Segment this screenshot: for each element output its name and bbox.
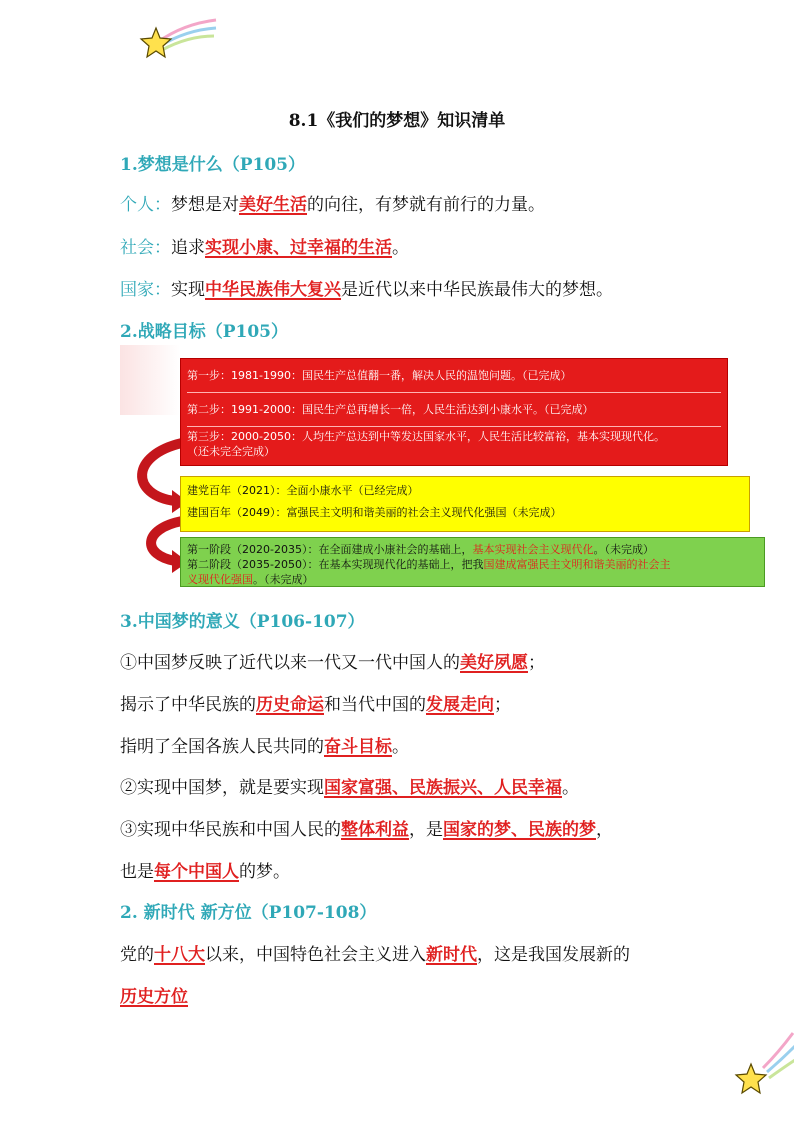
text-fragment: 和当代中国的	[324, 695, 426, 715]
red-box-three-steps	[180, 358, 728, 466]
text-fragment: 是近代以来中华民族最伟大的梦想。	[341, 280, 613, 300]
text-fragment: ，这是我国发展新的	[477, 945, 630, 965]
text-fragment: ，	[596, 820, 613, 840]
text-fragment: 党的	[120, 945, 154, 965]
page-title: 8.1《我们的梦想》知识清单	[288, 111, 506, 131]
key-term: 历史方位	[120, 987, 188, 1007]
text-fragment: ，是	[409, 820, 443, 840]
shooting-star-icon	[138, 14, 218, 59]
text-fragment: 。	[392, 238, 409, 258]
text-line	[120, 648, 545, 673]
key-term: 历史命运	[256, 695, 324, 715]
key-term: 美好夙愿	[460, 653, 528, 673]
label-nation: 国家：	[120, 280, 171, 300]
stage-row	[187, 572, 758, 587]
key-term: 每个中国人	[154, 862, 239, 882]
text-fragment: 。（未完成）	[593, 543, 654, 556]
text-fragment: 揭示了中华民族的	[120, 695, 256, 715]
key-term: 奋斗目标	[324, 737, 392, 757]
key-term: 国家富强、民族振兴、人民幸福	[324, 778, 562, 798]
stage-row	[187, 557, 758, 572]
key-term: 中华民族伟大复兴	[205, 280, 341, 300]
text-line	[120, 940, 630, 965]
label-society: 社会：	[120, 238, 171, 258]
key-term: 十八大	[154, 945, 205, 965]
text-line-society	[120, 233, 409, 258]
key-term: 实现小康、过幸福的生活	[205, 238, 392, 258]
text-fragment: 追求	[171, 238, 205, 258]
text-fragment: 的向往，有梦就有前行的力量。	[307, 195, 545, 215]
text-fragment: 。	[392, 737, 409, 757]
stage-row	[187, 542, 758, 557]
key-term: 国家的梦、民族的梦	[443, 820, 596, 840]
section-heading-dream: 1.梦想是什么（P105）	[120, 155, 306, 175]
step-row-line: 第三步：2000-2050：人均生产总达到中等发达国家水平，人民生活比较富裕，基本实现现代化。	[187, 430, 665, 443]
centenary-row: 建党百年（2021）：全面小康水平（已经完成）	[187, 484, 419, 497]
text-line	[120, 982, 188, 1007]
key-term: 美好生活	[239, 195, 307, 215]
key-term: 国建成富强民主文明和谐美丽的社会主	[483, 558, 671, 571]
text-fragment: ②实现中国梦，就是要实现	[120, 778, 324, 798]
text-line-nation	[120, 275, 613, 300]
text-fragment: 。	[562, 778, 579, 798]
section-heading-new-era: 2. 新时代 新方位（P107-108）	[120, 903, 377, 923]
key-term: 义现代化强国	[187, 573, 253, 586]
text-fragment: ③实现中华民族和中国人民的	[120, 820, 341, 840]
text-fragment: 实现	[171, 280, 205, 300]
step-row	[187, 427, 721, 465]
text-fragment: 的梦。	[239, 862, 290, 882]
step-row-line: （还未完全完成）	[187, 445, 275, 458]
text-fragment: 。（未完成）	[253, 573, 314, 586]
text-line	[120, 690, 511, 715]
text-line	[120, 857, 290, 882]
text-fragment: ；	[494, 695, 511, 715]
shooting-star-icon	[733, 1028, 794, 1098]
text-line	[120, 773, 579, 798]
yellow-box-two-centenaries	[180, 476, 750, 532]
text-fragment: 第二阶段（2035-2050）：在基本实现现代化的基础上，把我	[187, 558, 484, 571]
text-fragment: 以来，中国特色社会主义进入	[205, 945, 426, 965]
text-line	[120, 815, 613, 840]
section-heading-strategy: 2.战略目标（P105）	[120, 322, 289, 342]
text-line-personal	[120, 190, 545, 215]
text-fragment: 第一阶段（2020-2035）：在全面建成小康社会的基础上，	[187, 543, 473, 556]
section-heading-significance: 3.中国梦的意义（P106-107）	[120, 612, 365, 632]
text-fragment: 也是	[120, 862, 154, 882]
text-fragment: ；	[528, 653, 545, 673]
step-row: 第二步：1991-2000：国民生产总再增长一倍，人民生活达到小康水平。（已完成）	[187, 393, 721, 427]
centenary-row: 建国百年（2049）：富强民主文明和谐美丽的社会主义现代化强国（未完成）	[187, 506, 562, 519]
key-term: 新时代	[426, 945, 477, 965]
text-fragment: ①中国梦反映了近代以来一代又一代中国人的	[120, 653, 460, 673]
step-row: 第一步：1981-1990：国民生产总值翻一番，解决人民的温饱问题。（已完成）	[187, 359, 721, 393]
strategy-diagram	[120, 345, 770, 593]
text-fragment: 指明了全国各族人民共同的	[120, 737, 324, 757]
key-term: 整体利益	[341, 820, 409, 840]
label-personal: 个人：	[120, 195, 171, 215]
key-term: 发展走向	[426, 695, 494, 715]
text-fragment: 梦想是对	[171, 195, 239, 215]
text-line	[120, 732, 409, 757]
curved-arrow-1	[142, 443, 182, 501]
green-box-two-stages	[180, 537, 765, 587]
key-term: 基本实现社会主义现代化	[472, 543, 594, 556]
